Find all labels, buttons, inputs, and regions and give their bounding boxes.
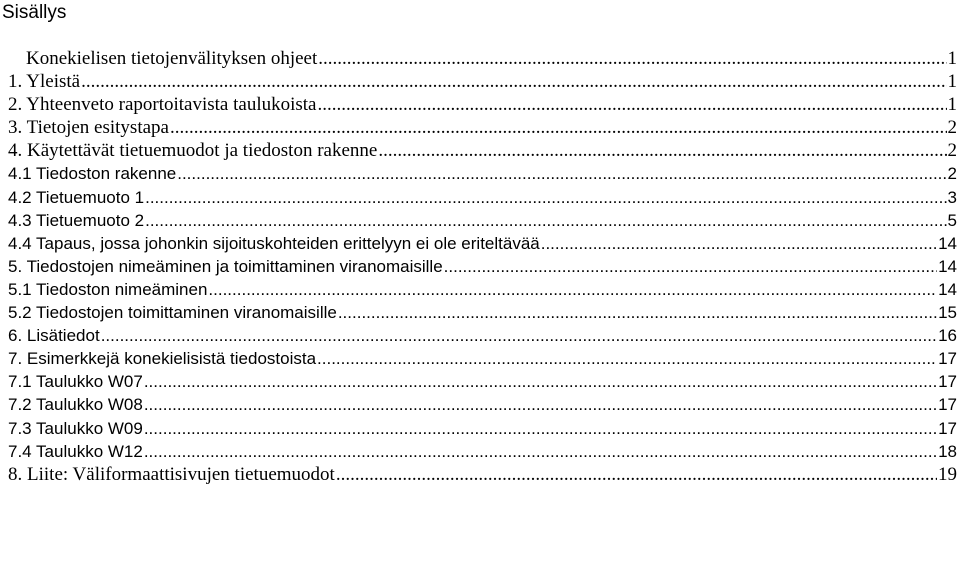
toc-entry[interactable]: [8, 370, 960, 393]
toc-entry-page: 14: [938, 279, 957, 299]
toc-entry-page: 2: [947, 117, 957, 139]
toc-entry-title: 5. Tiedostojen nimeäminen ja toimittaminen viranomaisille: [8, 256, 443, 276]
toc-entry-title: 5.1 Tiedoston nimeäminen: [8, 279, 208, 299]
toc-dot-leader: [444, 255, 937, 278]
toc-entry-title: Konekielisen tietojenvälityksen ohjeet: [26, 48, 318, 69]
toc-entry-title: 6. Lisätiedot: [8, 326, 100, 346]
toc-entry[interactable]: [8, 301, 960, 324]
toc-entry-page: 1: [947, 94, 957, 116]
toc-entry-title: 7. Esimerkkejä konekielisistä tiedostoista: [8, 349, 317, 369]
toc-entry-page: 14: [938, 233, 957, 253]
toc-entry[interactable]: [8, 324, 960, 347]
toc-dot-leader: [101, 324, 937, 347]
toc-entry[interactable]: [8, 70, 960, 93]
toc-entry-page: 17: [938, 418, 957, 438]
toc-entry-page: 19: [938, 463, 957, 485]
toc-entry-page: 2: [947, 140, 957, 162]
toc-entry[interactable]: [8, 417, 960, 440]
table-of-contents: [8, 47, 960, 486]
toc-entry-page: 1: [947, 48, 957, 69]
toc-entry[interactable]: [8, 47, 960, 70]
toc-dot-leader: [378, 139, 946, 162]
toc-entry-title: 3. Tietojen esitystapa: [8, 117, 169, 139]
toc-entry-title: 5.2 Tiedostojen toimittaminen viranomaisille: [8, 303, 337, 323]
toc-entry-page: 18: [938, 441, 957, 461]
toc-dot-leader: [541, 232, 937, 255]
toc-entry-title: 4.1 Tiedoston rakenne: [8, 164, 177, 184]
toc-dot-leader: [336, 463, 937, 486]
toc-entry[interactable]: [8, 463, 960, 486]
toc-entry[interactable]: [8, 347, 960, 370]
toc-entry[interactable]: [8, 186, 960, 209]
toc-entry[interactable]: [8, 209, 960, 232]
toc-entry[interactable]: [8, 139, 960, 162]
toc-entry-title: 1. Yleistä: [8, 71, 81, 93]
toc-dot-leader: [317, 347, 937, 370]
toc-dot-leader: [177, 162, 946, 185]
toc-entry[interactable]: [8, 440, 960, 463]
toc-entry[interactable]: [8, 162, 960, 185]
toc-entry-title: 7.2 Taulukko W08: [8, 395, 143, 415]
toc-entry[interactable]: [8, 278, 960, 301]
toc-entry-page: 3: [947, 187, 957, 207]
toc-entry-page: 17: [938, 395, 957, 415]
toc-entry[interactable]: [8, 232, 960, 255]
toc-dot-leader: [144, 440, 937, 463]
toc-entry-page: 16: [938, 326, 957, 346]
toc-entry[interactable]: [8, 255, 960, 278]
toc-dot-leader: [144, 393, 937, 416]
toc-heading: Sisällys: [2, 2, 67, 23]
toc-entry-page: 5: [947, 210, 957, 230]
toc-entry[interactable]: [8, 116, 960, 139]
toc-dot-leader: [170, 116, 947, 139]
toc-dot-leader: [144, 417, 937, 440]
toc-entry-title: 4.4 Tapaus, jossa johonkin sijoituskohteiden erittelyyn ei ole eriteltävää: [8, 233, 540, 253]
toc-dot-leader: [338, 301, 937, 324]
toc-entry-title: 7.4 Taulukko W12: [8, 441, 143, 461]
toc-entry-page: 2: [947, 164, 957, 184]
toc-dot-leader: [145, 186, 946, 209]
toc-dot-leader: [81, 70, 946, 93]
toc-entry-title: 8. Liite: Väliformaattisivujen tietuemuodot: [8, 463, 335, 485]
toc-entry-title: 4.3 Tietuemuoto 2: [8, 210, 145, 230]
toc-entry-title: 2. Yhteenveto raportoitavista taulukoista: [8, 94, 317, 116]
toc-entry-page: 17: [938, 349, 957, 369]
toc-entry-title: 4.2 Tietuemuoto 1: [8, 187, 145, 207]
toc-dot-leader: [318, 93, 947, 116]
toc-entry-page: 1: [947, 71, 957, 93]
toc-dot-leader: [208, 278, 937, 301]
toc-entry-title: 4. Käytettävät tietuemuodot ja tiedoston rakenne: [8, 140, 378, 162]
toc-dot-leader: [145, 209, 946, 232]
toc-entry-title: 7.3 Taulukko W09: [8, 418, 143, 438]
toc-entry[interactable]: [8, 393, 960, 416]
toc-entry[interactable]: [8, 93, 960, 116]
toc-entry-page: 14: [938, 256, 957, 276]
toc-dot-leader: [144, 370, 937, 393]
toc-entry-page: 17: [938, 372, 957, 392]
toc-dot-leader: [318, 47, 946, 70]
toc-entry-page: 15: [938, 303, 957, 323]
toc-entry-title: 7.1 Taulukko W07: [8, 372, 143, 392]
